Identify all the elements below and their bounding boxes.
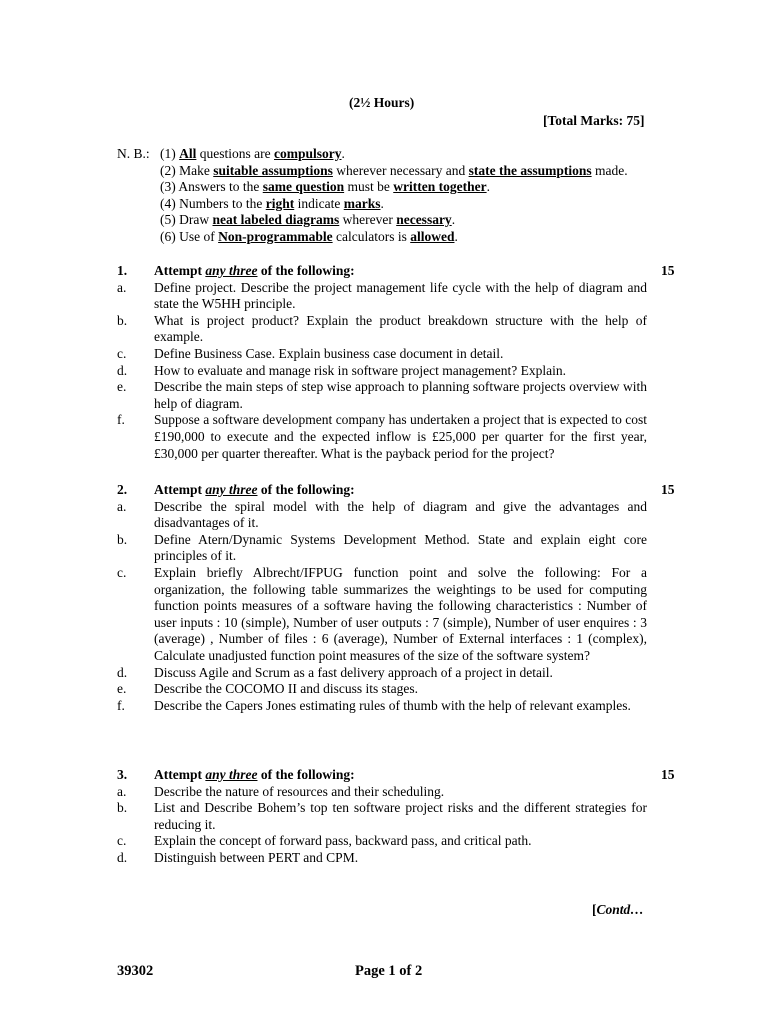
question-part: d. Discuss Agile and Scrum as a fast delivery approach of a project in detail. bbox=[117, 664, 553, 680]
paper-code: 39302 bbox=[117, 963, 154, 979]
question-part: b. Define Atern/Dynamic Systems Development Method. State and explain eight core principles of it. bbox=[117, 531, 647, 564]
question-2 bbox=[117, 482, 663, 714]
question-1 bbox=[117, 263, 663, 462]
question-part: a. Describe the nature of resources and their scheduling. bbox=[117, 783, 445, 799]
note-item: (4) Numbers to the right indicate marks. bbox=[160, 195, 384, 211]
question-heading: 1. Attempt any three of the following: bbox=[117, 263, 355, 278]
question-part: e. Describe the COCOMO II and discuss its stages. bbox=[117, 681, 418, 697]
question-part: d. Distinguish between PERT and CPM. bbox=[117, 849, 359, 865]
question-heading: 2. Attempt any three of the following: bbox=[117, 482, 355, 497]
question-part: b. What is project product? Explain the product breakdown structure with the help of example. bbox=[117, 312, 647, 345]
total-marks: [Total Marks: 75] bbox=[543, 113, 645, 128]
note-item: (3) Answers to the same question must be written together. bbox=[160, 179, 490, 195]
question-part: b. List and Describe Bohem’s top ten software project risks and the different strategies for reducing it. bbox=[117, 800, 647, 832]
question-number: 1. bbox=[117, 263, 128, 278]
notes-list bbox=[160, 146, 660, 246]
note-item: (5) Draw neat labeled diagrams wherever necessary. bbox=[160, 212, 456, 228]
question-part: a. Define project. Describe the project management life cycle with the help of diagram and state the W5HH principle. bbox=[117, 279, 647, 312]
question-marks: 15 bbox=[661, 263, 675, 278]
note-item: (2) Make suitable assumptions wherever necessary and state the assumptions made. bbox=[160, 162, 628, 178]
question-part: c. Explain the concept of forward pass, backward pass, and critical path. bbox=[117, 833, 532, 849]
notes-label: N. B.: bbox=[117, 146, 150, 161]
question-part: f. Suppose a software development company has undertaken a project that is expected to cost £190,000 to execute and the expected inflow is £25,000 per quarter for the first year, £30,000 per quarter thereafter. What is the payback period for the project? bbox=[117, 412, 647, 461]
note-item: (6) Use of Non-programmable calculators is allowed. bbox=[160, 228, 458, 244]
question-heading: 3. Attempt any three of the following: bbox=[117, 767, 355, 782]
question-part: d. How to evaluate and manage risk in software project management? Explain. bbox=[117, 362, 566, 378]
question-marks: 15 bbox=[661, 767, 675, 782]
exam-duration: (2½ Hours) bbox=[349, 95, 415, 110]
page-number: Page 1 of 2 bbox=[355, 963, 423, 979]
question-number: 3. bbox=[117, 767, 128, 782]
question-part: c. Define Business Case. Explain business case document in detail. bbox=[117, 345, 504, 361]
question-part: c. Explain briefly Albrecht/IFPUG function point and solve the following: For a organization, the following table summarizes the weightings to be used for computing function points measures of a software having the following characteristics : Number of user inputs : 10 (simple), Number of user outputs : 7 (simple), Number of user enquires : 3 (average) , Number of files : 6 (average), Number of External interfaces : 1 (complex), Calculate unadjusted function point measures of the size of the software system? bbox=[117, 564, 647, 663]
continued-note: [Contd… bbox=[592, 902, 644, 917]
question-part: a. Describe the spiral model with the help of diagram and give the advantages and disadvantages of it. bbox=[117, 498, 647, 531]
question-part: e. Describe the main steps of step wise approach to planning software projects overview with help of diagram. bbox=[117, 379, 647, 411]
question-part: f. Describe the Capers Jones estimating rules of thumb with the help of relevant examples. bbox=[117, 697, 631, 713]
question-3 bbox=[117, 767, 663, 867]
question-number: 2. bbox=[117, 482, 128, 497]
question-marks: 15 bbox=[661, 482, 675, 497]
note-item: (1) All questions are compulsory. bbox=[160, 146, 345, 161]
